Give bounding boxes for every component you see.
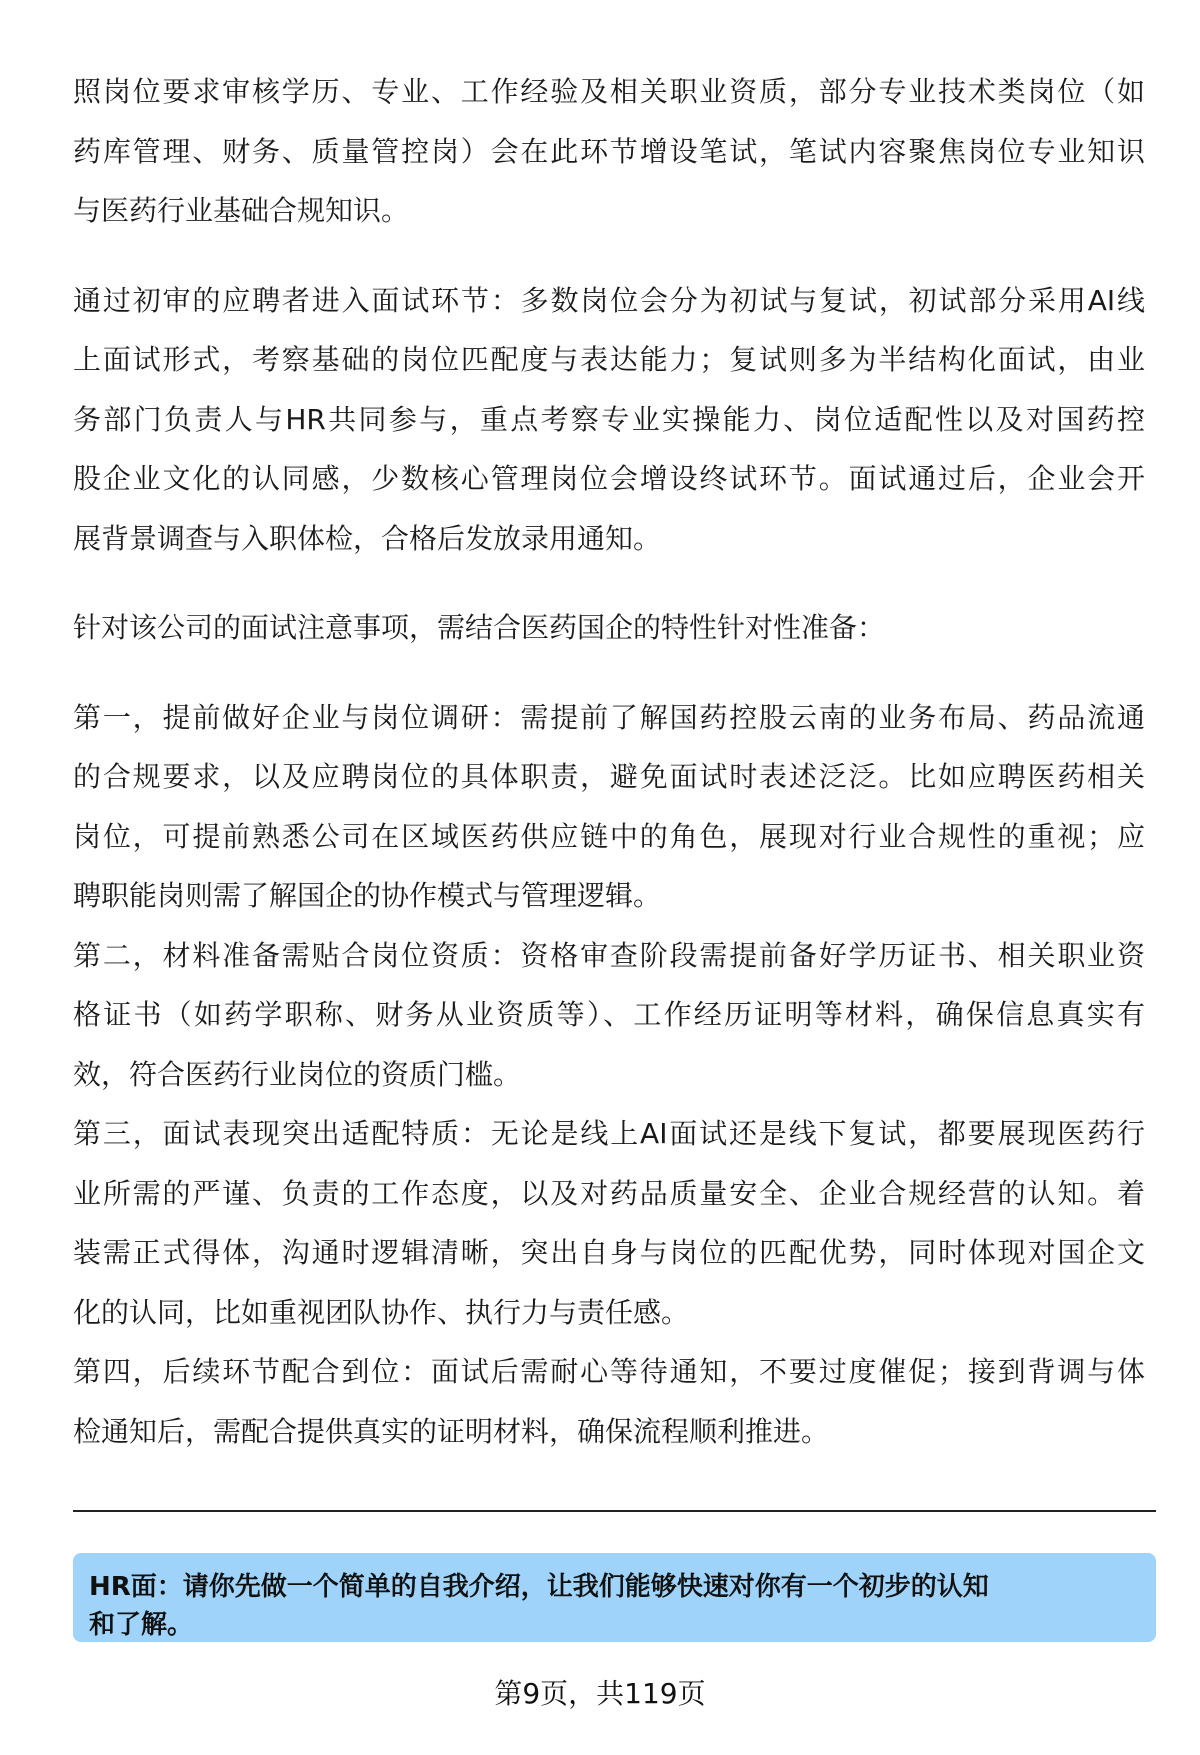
- text-line: 股企业文化的认同感，少数核心管理岗位会增设终试环节。面试通过后，企业会开: [73, 462, 1145, 495]
- paragraph: [73, 62, 1145, 241]
- paragraph: [73, 926, 1145, 1105]
- text-line: 针对该公司的面试注意事项，需结合医药国企的特性针对性准备：: [73, 611, 886, 644]
- interview-question-box: [73, 1553, 1156, 1642]
- text-line: 聘职能岗则需了解国企的协作模式与管理逻辑。: [73, 879, 662, 912]
- text-line: 岗位，可提前熟悉公司在区域医药供应链中的角色，展现对行业合规性的重视；应: [73, 819, 1145, 853]
- paragraph: [73, 1104, 1145, 1342]
- question-line: HR面：请你先做一个简单的自我介绍，让我们能够快速对你有一个初步的认知: [89, 1572, 989, 1602]
- text-line: 第二，材料准备需贴合岗位资质：资格审查阶段需提前备好学历证书、相关职业资: [73, 938, 1145, 972]
- text-line: 通过初审的应聘者进入面试环节：多数岗位会分为初试与复试，初试部分采用AI线: [73, 283, 1145, 317]
- paragraph: [73, 598, 1145, 658]
- text-line: 检通知后，需配合提供真实的证明材料，确保流程顺利推进。: [73, 1414, 830, 1448]
- text-line: 与医药行业基础合规知识。: [73, 194, 410, 227]
- text-line: 的合规要求，以及应聘岗位的具体职责，避免面试时表述泛泛。比如应聘医药相关: [73, 760, 1145, 793]
- text-line: 上面试形式，考察基础的岗位匹配度与表达能力；复试则多为半结构化面试，由业: [73, 343, 1145, 376]
- text-line: 化的认同，比如重视团队协作、执行力与责任感。: [73, 1295, 690, 1329]
- text-line: 第三，面试表现突出适配特质：无论是线上AI面试还是线下复试，都要展现医药行: [73, 1117, 1145, 1150]
- text-line: 务部门负责人与HR共同参与，重点考察专业实操能力、岗位适配性以及对国药控: [73, 402, 1145, 436]
- document-body: [73, 62, 1145, 1491]
- question-line: 和了解。: [89, 1610, 194, 1640]
- page-number: 第9页，共119页: [494, 1677, 706, 1710]
- text-line: 照岗位要求审核学历、专业、工作经验及相关职业资质，部分专业技术类岗位（如: [73, 75, 1145, 108]
- paragraph: [73, 688, 1145, 926]
- section-divider: [73, 1510, 1156, 1512]
- paragraph: [73, 271, 1145, 569]
- text-line: 药库管理、财务、质量管控岗）会在此环节增设笔试，笔试内容聚焦岗位专业知识: [73, 134, 1145, 168]
- paragraph: [73, 1342, 1145, 1461]
- text-line: 装需正式得体，沟通时逻辑清晰，突出自身与岗位的匹配优势，同时体现对国企文: [73, 1236, 1145, 1269]
- text-line: 效，符合医药行业岗位的资质门槛。: [73, 1057, 522, 1091]
- text-line: 展背景调查与入职体检，合格后发放录用通知。: [73, 521, 662, 555]
- text-line: 第一，提前做好企业与岗位调研：需提前了解国药控股云南的业务布局、药品流通: [73, 700, 1145, 734]
- text-line: 格证书（如药学职称、财务从业资质等）、工作经历证明等材料，确保信息真实有: [73, 998, 1145, 1031]
- text-line: 业所需的严谨、负责的工作态度，以及对药品质量安全、企业合规经营的认知。着: [73, 1176, 1145, 1210]
- text-line: 第四，后续环节配合到位：面试后需耐心等待通知，不要过度催促；接到背调与体: [73, 1355, 1145, 1388]
